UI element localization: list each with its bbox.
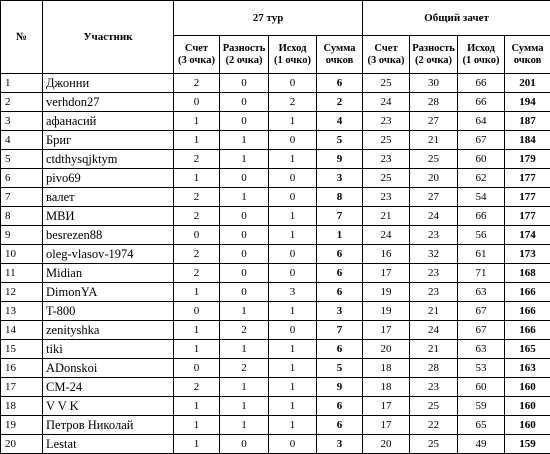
total-outcome: 71 [458, 264, 505, 283]
round-sum: 7 [317, 321, 363, 340]
round-diff: 2 [220, 359, 269, 378]
total-sum: 166 [505, 302, 550, 321]
header-participant: Участник [43, 1, 174, 74]
round-score: 1 [174, 416, 220, 435]
row-number: 3 [1, 112, 43, 131]
round-score: 2 [174, 245, 220, 264]
participant-name: oleg-vlasov-1974 [43, 245, 174, 264]
participant-name: verhdon27 [43, 93, 174, 112]
total-score: 25 [363, 74, 410, 93]
round-score: 0 [174, 359, 220, 378]
total-score: 19 [363, 283, 410, 302]
round-outcome: 1 [269, 302, 317, 321]
total-diff: 24 [410, 321, 458, 340]
participant-name: pivo69 [43, 169, 174, 188]
total-outcome: 56 [458, 226, 505, 245]
row-number: 6 [1, 169, 43, 188]
round-diff: 0 [220, 226, 269, 245]
participant-name: zenityshka [43, 321, 174, 340]
row-number: 16 [1, 359, 43, 378]
round-sum: 3 [317, 302, 363, 321]
total-diff: 30 [410, 74, 458, 93]
round-outcome: 0 [269, 245, 317, 264]
total-sum: 177 [505, 188, 550, 207]
total-sum: 166 [505, 283, 550, 302]
total-outcome: 66 [458, 93, 505, 112]
round-score: 2 [174, 74, 220, 93]
participant-name: афанасий [43, 112, 174, 131]
total-outcome: 66 [458, 74, 505, 93]
row-number: 15 [1, 340, 43, 359]
round-score: 1 [174, 112, 220, 131]
total-score: 21 [363, 207, 410, 226]
round-sum: 2 [317, 93, 363, 112]
round-sum: 6 [317, 245, 363, 264]
row-number: 8 [1, 207, 43, 226]
total-sum: 179 [505, 150, 550, 169]
participant-name: tiki [43, 340, 174, 359]
total-diff: 25 [410, 397, 458, 416]
row-number: 13 [1, 302, 43, 321]
total-outcome: 65 [458, 416, 505, 435]
total-sum: 168 [505, 264, 550, 283]
participant-name: besrezen88 [43, 226, 174, 245]
total-outcome: 66 [458, 207, 505, 226]
participant-name: DimonYA [43, 283, 174, 302]
table-row [1, 283, 550, 302]
total-diff: 28 [410, 359, 458, 378]
total-score: 20 [363, 435, 410, 454]
round-outcome: 1 [269, 150, 317, 169]
header-total-sum: Сумма очков [505, 36, 550, 74]
table-row [1, 359, 550, 378]
total-score: 20 [363, 340, 410, 359]
round-sum: 1 [317, 226, 363, 245]
header-round-diff: Разность (2 очка) [220, 36, 269, 74]
total-score: 18 [363, 359, 410, 378]
round-score: 0 [174, 302, 220, 321]
round-outcome: 0 [269, 435, 317, 454]
round-sum: 5 [317, 131, 363, 150]
row-number: 12 [1, 283, 43, 302]
table-row [1, 321, 550, 340]
header-number: № [1, 1, 43, 74]
row-number: 9 [1, 226, 43, 245]
round-outcome: 1 [269, 378, 317, 397]
round-sum: 4 [317, 112, 363, 131]
participant-name: Петров Николай [43, 416, 174, 435]
header-round-sum: Сумма очков [317, 36, 363, 74]
round-outcome: 1 [269, 226, 317, 245]
round-diff: 0 [220, 245, 269, 264]
round-diff: 2 [220, 321, 269, 340]
round-sum: 9 [317, 150, 363, 169]
total-score: 23 [363, 188, 410, 207]
row-number: 1 [1, 74, 43, 93]
participant-name: T-800 [43, 302, 174, 321]
header-round-outcome: Исход (1 очко) [269, 36, 317, 74]
round-outcome: 1 [269, 416, 317, 435]
round-diff: 0 [220, 112, 269, 131]
table-row [1, 150, 550, 169]
total-outcome: 59 [458, 397, 505, 416]
row-number: 2 [1, 93, 43, 112]
total-sum: 160 [505, 397, 550, 416]
total-diff: 21 [410, 131, 458, 150]
round-outcome: 1 [269, 112, 317, 131]
total-score: 19 [363, 302, 410, 321]
round-diff: 1 [220, 397, 269, 416]
total-diff: 27 [410, 188, 458, 207]
total-sum: 163 [505, 359, 550, 378]
round-diff: 0 [220, 74, 269, 93]
total-diff: 23 [410, 378, 458, 397]
round-outcome: 1 [269, 340, 317, 359]
round-sum: 6 [317, 416, 363, 435]
participant-name: ctdthysqjktym [43, 150, 174, 169]
total-sum: 194 [505, 93, 550, 112]
table-row [1, 378, 550, 397]
round-score: 1 [174, 169, 220, 188]
total-outcome: 62 [458, 169, 505, 188]
header-row-groups [1, 1, 550, 36]
total-score: 25 [363, 131, 410, 150]
row-number: 4 [1, 131, 43, 150]
round-sum: 6 [317, 74, 363, 93]
table-row [1, 169, 550, 188]
total-outcome: 67 [458, 302, 505, 321]
total-diff: 23 [410, 264, 458, 283]
round-score: 2 [174, 207, 220, 226]
total-sum: 173 [505, 245, 550, 264]
round-outcome: 3 [269, 283, 317, 302]
round-diff: 1 [220, 131, 269, 150]
round-sum: 3 [317, 435, 363, 454]
round-outcome: 0 [269, 74, 317, 93]
total-score: 23 [363, 112, 410, 131]
total-sum: 177 [505, 169, 550, 188]
round-diff: 1 [220, 150, 269, 169]
total-sum: 187 [505, 112, 550, 131]
total-outcome: 60 [458, 150, 505, 169]
total-score: 16 [363, 245, 410, 264]
total-sum: 177 [505, 207, 550, 226]
table-row [1, 245, 550, 264]
total-score: 24 [363, 226, 410, 245]
total-diff: 25 [410, 435, 458, 454]
total-sum: 165 [505, 340, 550, 359]
row-number: 11 [1, 264, 43, 283]
row-number: 5 [1, 150, 43, 169]
table-row [1, 340, 550, 359]
total-diff: 20 [410, 169, 458, 188]
round-diff: 1 [220, 378, 269, 397]
header-round-score: Счет (3 очка) [174, 36, 220, 74]
participant-name: Lestat [43, 435, 174, 454]
total-diff: 23 [410, 226, 458, 245]
round-score: 1 [174, 435, 220, 454]
round-diff: 0 [220, 264, 269, 283]
round-diff: 0 [220, 283, 269, 302]
header-total-score: Счет (3 очка) [363, 36, 410, 74]
total-outcome: 63 [458, 340, 505, 359]
participant-name: валет [43, 188, 174, 207]
round-diff: 0 [220, 207, 269, 226]
total-score: 24 [363, 93, 410, 112]
row-number: 18 [1, 397, 43, 416]
total-outcome: 49 [458, 435, 505, 454]
table-row [1, 416, 550, 435]
table-row [1, 93, 550, 112]
row-number: 14 [1, 321, 43, 340]
total-diff: 25 [410, 150, 458, 169]
round-score: 1 [174, 397, 220, 416]
total-sum: 160 [505, 378, 550, 397]
round-diff: 0 [220, 169, 269, 188]
table-row [1, 397, 550, 416]
round-outcome: 1 [269, 397, 317, 416]
total-sum: 159 [505, 435, 550, 454]
round-sum: 6 [317, 264, 363, 283]
total-score: 17 [363, 416, 410, 435]
total-sum: 160 [505, 416, 550, 435]
total-sum: 166 [505, 321, 550, 340]
total-score: 23 [363, 150, 410, 169]
round-outcome: 1 [269, 207, 317, 226]
row-number: 19 [1, 416, 43, 435]
round-outcome: 0 [269, 169, 317, 188]
table-row [1, 188, 550, 207]
round-sum: 3 [317, 169, 363, 188]
participant-name: Джонни [43, 74, 174, 93]
round-sum: 6 [317, 397, 363, 416]
total-outcome: 54 [458, 188, 505, 207]
total-diff: 27 [410, 112, 458, 131]
header-total-diff: Разность (2 очка) [410, 36, 458, 74]
participant-name: Бриг [43, 131, 174, 150]
round-score: 1 [174, 321, 220, 340]
round-outcome: 2 [269, 93, 317, 112]
round-score: 2 [174, 264, 220, 283]
table-row [1, 207, 550, 226]
round-outcome: 0 [269, 321, 317, 340]
round-sum: 8 [317, 188, 363, 207]
total-score: 17 [363, 321, 410, 340]
round-sum: 6 [317, 340, 363, 359]
total-outcome: 53 [458, 359, 505, 378]
table-row [1, 131, 550, 150]
round-diff: 1 [220, 302, 269, 321]
total-outcome: 64 [458, 112, 505, 131]
total-diff: 23 [410, 283, 458, 302]
total-outcome: 67 [458, 321, 505, 340]
round-diff: 1 [220, 188, 269, 207]
participant-name: ADonskoi [43, 359, 174, 378]
header-total-outcome: Исход (1 очко) [458, 36, 505, 74]
total-sum: 174 [505, 226, 550, 245]
total-score: 17 [363, 264, 410, 283]
round-diff: 1 [220, 416, 269, 435]
round-diff: 0 [220, 435, 269, 454]
round-score: 0 [174, 93, 220, 112]
round-outcome: 1 [269, 359, 317, 378]
row-number: 20 [1, 435, 43, 454]
participant-name: V V K [43, 397, 174, 416]
total-diff: 21 [410, 302, 458, 321]
header-round-group: 27 тур [174, 1, 363, 36]
row-number: 7 [1, 188, 43, 207]
total-outcome: 67 [458, 131, 505, 150]
participant-name: Midian [43, 264, 174, 283]
participant-name: СМ-24 [43, 378, 174, 397]
round-score: 2 [174, 378, 220, 397]
total-diff: 24 [410, 207, 458, 226]
total-diff: 22 [410, 416, 458, 435]
total-diff: 32 [410, 245, 458, 264]
total-outcome: 63 [458, 283, 505, 302]
round-outcome: 0 [269, 131, 317, 150]
table-row [1, 74, 550, 93]
total-diff: 21 [410, 340, 458, 359]
round-diff: 0 [220, 93, 269, 112]
round-outcome: 0 [269, 188, 317, 207]
participant-name: МВИ [43, 207, 174, 226]
round-score: 0 [174, 226, 220, 245]
round-score: 1 [174, 283, 220, 302]
total-outcome: 61 [458, 245, 505, 264]
total-outcome: 60 [458, 378, 505, 397]
table-row [1, 435, 550, 454]
round-sum: 7 [317, 207, 363, 226]
row-number: 17 [1, 378, 43, 397]
total-score: 18 [363, 378, 410, 397]
round-sum: 6 [317, 283, 363, 302]
round-sum: 5 [317, 359, 363, 378]
table-row [1, 302, 550, 321]
standings-body [1, 74, 550, 454]
round-score: 2 [174, 188, 220, 207]
table-row [1, 226, 550, 245]
round-outcome: 0 [269, 264, 317, 283]
total-diff: 28 [410, 93, 458, 112]
round-score: 1 [174, 340, 220, 359]
round-sum: 9 [317, 378, 363, 397]
total-score: 17 [363, 397, 410, 416]
header-total-group: Общий зачет [363, 1, 550, 36]
total-score: 25 [363, 169, 410, 188]
round-score: 1 [174, 131, 220, 150]
table-row [1, 264, 550, 283]
total-sum: 201 [505, 74, 550, 93]
row-number: 10 [1, 245, 43, 264]
round-score: 2 [174, 150, 220, 169]
round-diff: 1 [220, 340, 269, 359]
total-sum: 184 [505, 131, 550, 150]
table-row [1, 112, 550, 131]
